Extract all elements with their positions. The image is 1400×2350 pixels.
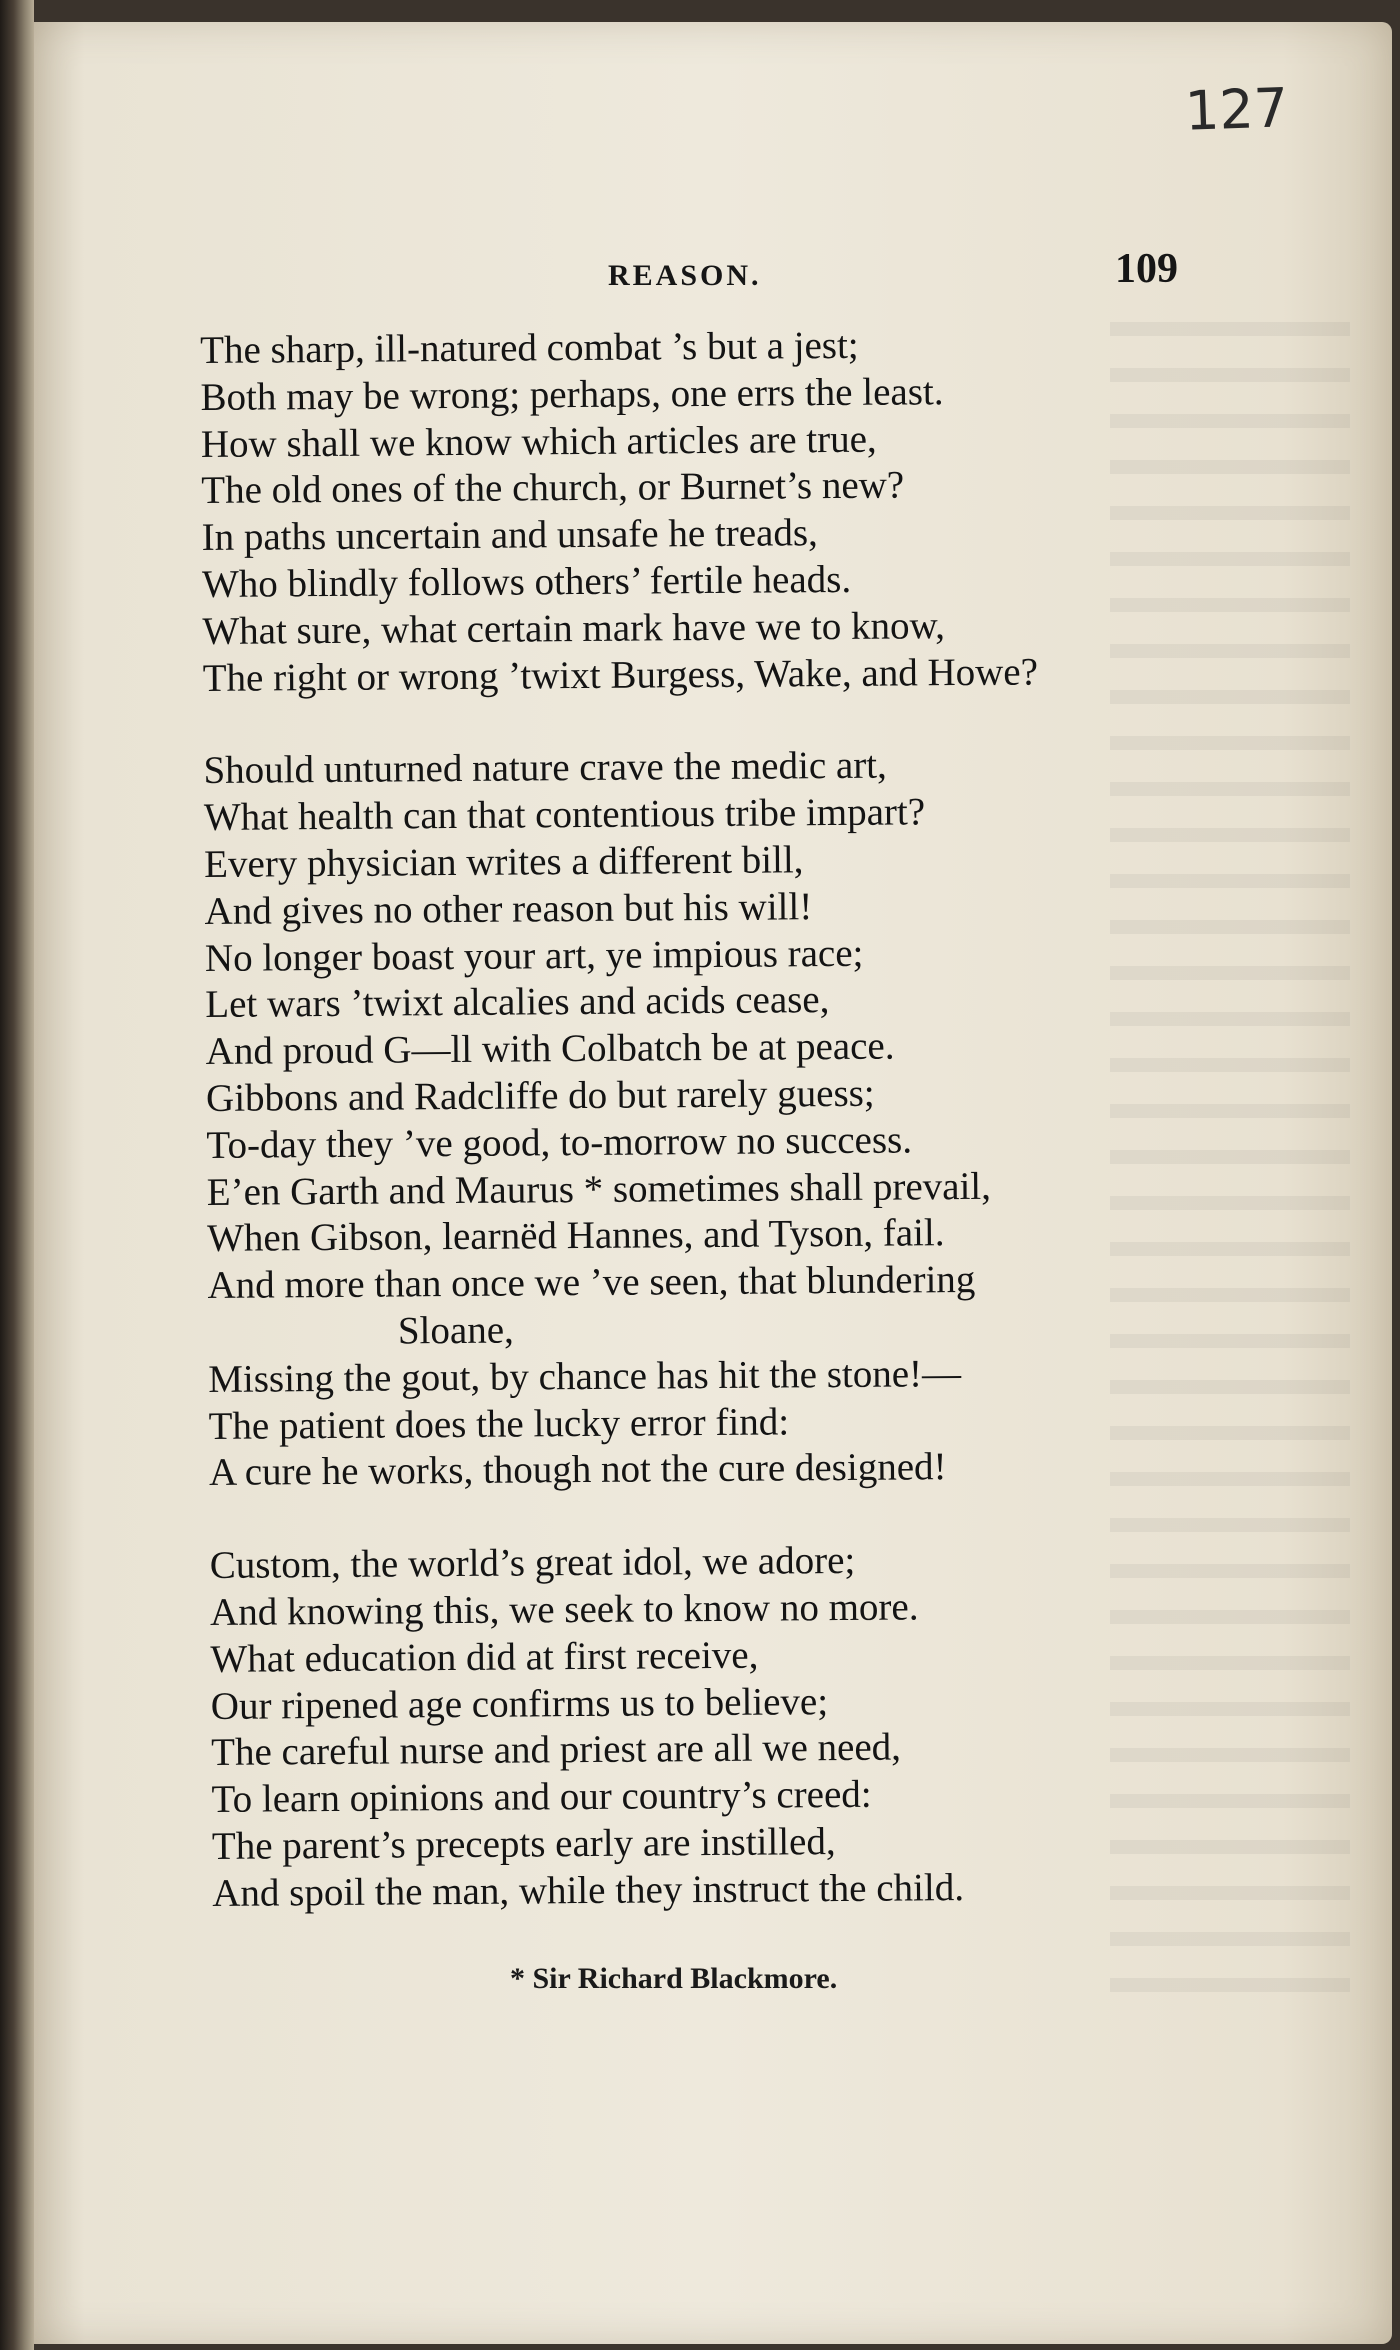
verse-line: And proud G—ll with Colbatch be at peace. bbox=[205, 1024, 895, 1074]
verse-line: Should unturned nature crave the medic art, bbox=[203, 743, 887, 793]
verse-line: The patient does the lucky error find: bbox=[208, 1399, 790, 1448]
verse-line: Let wars ’twixt alcalies and acids cease, bbox=[205, 978, 830, 1027]
verse-line: Gibbons and Radcliffe do but rarely guess; bbox=[205, 1071, 875, 1120]
verse-line: Every physician writes a different bill, bbox=[204, 838, 804, 886]
verse-line: How shall we know which articles are true, bbox=[200, 417, 877, 466]
verse-line: When Gibson, learnëd Hannes, and Tyson, fail. bbox=[206, 1211, 945, 1261]
verse-line: What sure, what certain mark have we to know, bbox=[202, 603, 946, 653]
stanza-1 bbox=[200, 320, 1213, 702]
verse-line: What education did at first receive, bbox=[210, 1633, 759, 1681]
running-title: REASON. bbox=[608, 259, 762, 292]
verse-line: The parent’s precepts early are instilled, bbox=[211, 1819, 836, 1868]
handwritten-folio-number: 127 bbox=[1183, 76, 1290, 143]
verse-line: And gives no other reason but his will! bbox=[204, 884, 813, 933]
verse-line: To-day they ’ve good, to-morrow no success. bbox=[206, 1118, 913, 1167]
footnote: * Sir Richard Blackmore. bbox=[510, 1962, 838, 1995]
verse-line: A cure he works, though not the cure designed! bbox=[208, 1445, 947, 1495]
verse-line: The old ones of the church, or Burnet’s new? bbox=[201, 463, 905, 513]
page-header bbox=[200, 245, 1200, 305]
verse-line: Our ripened age confirms us to believe; bbox=[210, 1679, 829, 1728]
verse-line: What health can that contentious tribe impart? bbox=[203, 790, 926, 840]
verse-line: E’en Garth and Maurus * sometimes shall prevail, bbox=[206, 1164, 992, 1214]
stanza-2 bbox=[203, 740, 1219, 1497]
verse-line: And more than once we ’ve seen, that blundering bbox=[207, 1258, 976, 1308]
verse-line: And spoil the man, while they instruct the child. bbox=[212, 1865, 965, 1915]
verse-line: And knowing this, we seek to know no more. bbox=[209, 1585, 919, 1634]
verse-line: The right or wrong ’twixt Burgess, Wake, and Howe? bbox=[202, 650, 1039, 700]
verse-line-continuation: Sloane, bbox=[397, 1308, 514, 1353]
verse-line: Both may be wrong; perhaps, one errs the least. bbox=[200, 369, 944, 419]
verse-line: To learn opinions and our country’s creed: bbox=[211, 1772, 872, 1822]
verse-line: Who blindly follows others’ fertile heads. bbox=[201, 557, 852, 606]
page-number: 109 bbox=[1115, 246, 1178, 292]
verse-line: In paths uncertain and unsafe he treads, bbox=[201, 511, 818, 560]
poem-text bbox=[200, 320, 1223, 1963]
verse-line: The careful nurse and priest are all we need, bbox=[211, 1725, 902, 1775]
verse-line: The sharp, ill-natured combat ’s but a jest; bbox=[200, 323, 859, 372]
verse-line: Missing the gout, by chance has hit the stone!— bbox=[208, 1351, 962, 1401]
book-spine-edge bbox=[0, 0, 34, 2350]
stanza-3 bbox=[210, 1535, 1223, 1917]
verse-line: Custom, the world’s great idol, we adore; bbox=[209, 1539, 856, 1588]
verse-line: No longer boast your art, ye impious race; bbox=[204, 931, 864, 980]
